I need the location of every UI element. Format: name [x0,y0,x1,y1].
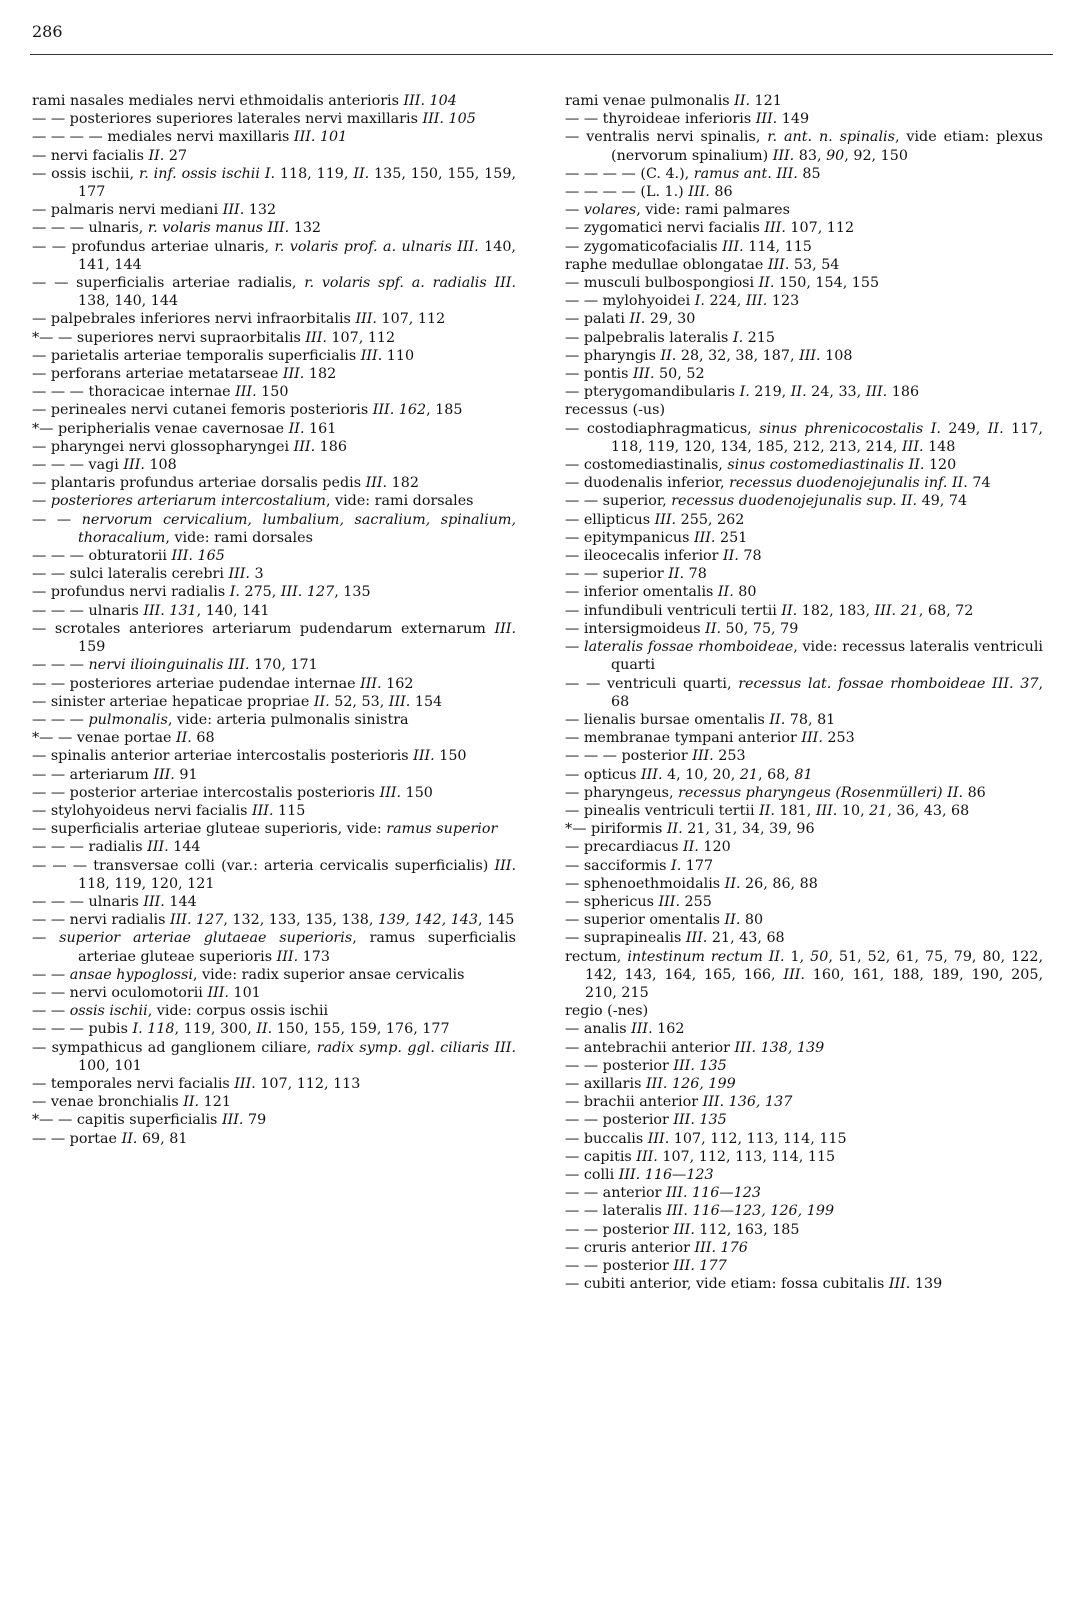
index-entry: — pharyngei nervi glossopharyngei III. 186 [32,438,347,455]
index-entry: — inferior omentalis II. 80 [565,584,757,601]
index-entry: — sphenoethmoidalis II. 26, 86, 88 [565,875,818,892]
index-entry: — — superior II. 78 [565,566,707,583]
index-entry: — sacciformis I. 177 [565,857,714,874]
index-entry: — — — radialis III. 144 [32,839,201,856]
index-entry: — — thyroideae inferioris III. 149 [565,111,810,128]
index-entry: — costodiaphragmaticus, sinus phrenicocostalis I. 249, II. 117, 118, 119, 120, 134, 185, 212, 213, 214, III. 148 [565,420,1043,455]
index-entry: — — — — (C. 4.), ramus ant. III. 85 [565,165,821,182]
index-column-left [32,92,516,1148]
index-entry: — — superficialis arteriae radialis, r. volaris spf. a. radialis III. 138, 140, 144 [32,275,516,310]
index-entry: — cubiti anterior, vide etiam: fossa cubitalis III. 139 [565,1276,943,1293]
index-entry: *— — capitis superficialis III. 79 [32,1112,267,1129]
index-entry: raphe medullae oblongatae III. 53, 54 [565,256,840,273]
index-entry: — opticus III. 4, 10, 20, 21, 68, 81 [565,766,813,783]
index-entry: — — — transversae colli (var.: arteria cervicalis superficialis) III. 118, 119, 120, 121 [32,857,516,892]
index-entry: — — posteriores superiores laterales nervi maxillaris III. 105 [32,111,476,128]
index-entry: — pontis III. 50, 52 [565,366,705,383]
index-entry: — axillaris III. 126, 199 [565,1075,736,1092]
index-entry: — — — — mediales nervi maxillaris III. 101 [32,129,348,146]
index-entry: — sympathicus ad ganglionem ciliare, radix symp. ggl. ciliaris III. 100, 101 [32,1039,516,1074]
index-entry: — — ossis ischii, vide: corpus ossis ischii [32,1003,329,1020]
index-entry: — profundus nervi radialis I. 275, III. 127, 135 [32,584,371,601]
index-entry: — — arteriarum III. 91 [32,766,198,783]
index-entry: — ileocecalis inferior II. 78 [565,548,762,565]
index-entry: — superior arteriae glutaeae superioris, ramus superficialis arteriae gluteae superioris III. 173 [32,930,516,965]
index-entry: — — posterior III. 112, 163, 185 [565,1221,800,1238]
index-entry: — epitympanicus III. 251 [565,529,748,546]
index-entry: — colli III. 116—123 [565,1166,714,1183]
index-entry: — — posterior arteriae intercostalis posterioris III. 150 [32,784,433,801]
index-entry: — infundibuli ventriculi tertii II. 182, 183, III. 21, 68, 72 [565,602,974,619]
index-entry: — intersigmoideus II. 50, 75, 79 [565,620,799,637]
index-entry: *— — venae portae II. 68 [32,730,215,747]
index-entry: — pharyngeus, recessus pharyngeus (Rosenmülleri) II. 86 [565,784,986,801]
index-entry: — — posterior III. 135 [565,1057,727,1074]
index-entry: — sphericus III. 255 [565,893,712,910]
index-entry: — palpebrales inferiores nervi infraorbitalis III. 107, 112 [32,311,446,328]
index-entry: — musculi bulbospongiosi II. 150, 154, 155 [565,275,880,292]
index-entry: — — posterior III. 135 [565,1112,727,1129]
index-entry: — antebrachii anterior III. 138, 139 [565,1039,825,1056]
index-entry: — — — — (L. 1.) III. 86 [565,184,733,201]
index-entry: — — profundus arteriae ulnaris, r. volaris prof. a. ulnaris III. 140, 141, 144 [32,238,516,273]
index-entry: — — — nervi ilioinguinalis III. 170, 171 [32,657,318,674]
index-entry: — — lateralis III. 116—123, 126, 199 [565,1203,835,1220]
index-entry: — — — ulnaris, r. volaris manus III. 132 [32,220,322,237]
index-entry: — precardiacus II. 120 [565,839,731,856]
index-entry: — palpebralis lateralis I. 215 [565,329,775,346]
index-entry: — — — posterior III. 253 [565,748,746,765]
index-entry: rectum, intestinum rectum II. 1, 50, 51, 52, 61, 75, 79, 80, 122, 142, 143, 164, 165, 166, III. 160, 161, 188, 189, 190, 205, 210, 215 [565,948,1044,1001]
index-entry: — — anterior III. 116—123 [565,1185,761,1202]
header-rule [30,54,1053,55]
index-entry: — — — thoracicae internae III. 150 [32,384,289,401]
index-entry: rami venae pulmonalis II. 121 [565,93,782,109]
index-entry: — stylohyoideus nervi facialis III. 115 [32,802,306,819]
index-entry: — lienalis bursae omentalis II. 78, 81 [565,711,836,728]
index-entry: — — posterior III. 177 [565,1258,727,1274]
index-entry: — — — ulnaris III. 144 [32,893,197,910]
index-entry: — — portae II. 69, 81 [32,1130,188,1147]
index-entry: — duodenalis inferior, recessus duodenojejunalis inf. II. 74 [565,475,991,492]
index-entry: — capitis III. 107, 112, 113, 114, 115 [565,1148,836,1165]
index-entry: — costomediastinalis, sinus costomediastinalis II. 120 [565,457,957,474]
index-entry: — pinealis ventriculi tertii II. 181, III. 10, 21, 36, 43, 68 [565,802,970,819]
index-entry: regio (-nes) [565,1003,649,1020]
index-entry: — sinister arteriae hepaticae propriae II. 52, 53, III. 154 [32,693,443,710]
index-entry: — perineales nervi cutanei femoris posterioris III. 162, 185 [32,402,463,419]
index-entry: — suprapinealis III. 21, 43, 68 [565,930,785,947]
index-entry: recessus (-us) [565,402,666,419]
index-entry: *— peripherialis venae cavernosae II. 161 [32,420,337,437]
index-entry: — volares, vide: rami palmares [565,202,790,219]
index-entry: — — sulci lateralis cerebri III. 3 [32,566,264,583]
index-entry: — — — pubis I. 118, 119, 300, II. 150, 155, 159, 176, 177 [32,1021,450,1038]
index-entry: — temporales nervi facialis III. 107, 112, 113 [32,1075,361,1092]
index-entry: — palmaris nervi mediani III. 132 [32,202,277,219]
index-entry: — — — pulmonalis, vide: arteria pulmonalis sinistra [32,711,409,728]
index-entry: — pterygomandibularis I. 219, II. 24, 33, III. 186 [565,384,920,401]
index-entry: — scrotales anteriores arteriarum pudendarum externarum III. 159 [32,620,516,656]
index-entry: *— — superiores nervi supraorbitalis III. 107, 112 [32,329,396,346]
index-entry: — posteriores arteriarum intercostalium, vide: rami dorsales [32,493,474,510]
index-entry: — lateralis fossae rhomboideae, vide: recessus lateralis ventriculi quarti [565,639,1044,674]
index-entry: — ventralis nervi spinalis, r. ant. n. spinalis, vide etiam: plexus (nervorum spinalium) III. 83, 90, 92, 150 [565,129,1043,164]
index-entry: — superficialis arteriae gluteae superioris, vide: ramus superior [32,821,498,838]
index-entry: — membranae tympani anterior III. 253 [565,730,855,747]
index-entry: — — posteriores arteriae pudendae internae III. 162 [32,675,414,692]
index-entry: — spinalis anterior arteriae intercostalis posterioris III. 150 [32,748,467,765]
page-number: 286 [32,22,63,41]
index-entry: — — — obturatorii III. 165 [32,548,225,565]
index-entry: — zygomaticofacialis III. 114, 115 [565,238,812,255]
index-entry: rami nasales mediales nervi ethmoidalis anterioris III. 104 [32,93,457,109]
index-entry: — ossis ischii, r. inf. ossis ischii I. 118, 119, II. 135, 150, 155, 159, 177 [32,165,516,201]
index-column-right [565,92,1043,1293]
index-entry: — — — vagi III. 108 [32,457,177,474]
index-entry: — pharyngis II. 28, 32, 38, 187, III. 108 [565,347,853,364]
index-entry: — superior omentalis II. 80 [565,912,764,929]
index-entry: — buccalis III. 107, 112, 113, 114, 115 [565,1130,847,1147]
index-entry: — — nervi radialis III. 127, 132, 133, 135, 138, 139, 142, 143, 145 [32,912,515,929]
index-entry: — — superior, recessus duodenojejunalis sup. II. 49, 74 [565,493,968,510]
index-entry: — — ansae hypoglossi, vide: radix superior ansae cervicalis [32,966,465,983]
index-entry: — — ventriculi quarti, recessus lat. fossae rhomboideae III. 37, 68 [565,675,1043,710]
index-entry: — cruris anterior III. 176 [565,1239,748,1256]
index-entry: — analis III. 162 [565,1021,685,1038]
index-entry: — ellipticus III. 255, 262 [565,511,745,528]
index-entry: — nervi facialis II. 27 [32,147,188,164]
index-entry: — palati II. 29, 30 [565,311,696,328]
index-entry: — — nervorum cervicalium, lumbalium, sacralium, spinalium, thoracalium, vide: rami dorsales [32,511,517,546]
index-entry: — — mylohyoidei I. 224, III. 123 [565,293,800,310]
index-entry: — zygomatici nervi facialis III. 107, 112 [565,220,855,237]
index-entry: — parietalis arteriae temporalis superficialis III. 110 [32,347,415,364]
index-entry: — — nervi oculomotorii III. 101 [32,984,261,1001]
index-entry: *— piriformis II. 21, 31, 34, 39, 96 [565,821,815,838]
index-entry: — — — ulnaris III. 131, 140, 141 [32,602,270,619]
index-entry: — perforans arteriae metatarseae III. 182 [32,366,337,383]
index-entry: — venae bronchialis II. 121 [32,1094,231,1111]
index-entry: — plantaris profundus arteriae dorsalis pedis III. 182 [32,475,419,492]
index-entry: — brachii anterior III. 136, 137 [565,1094,793,1111]
